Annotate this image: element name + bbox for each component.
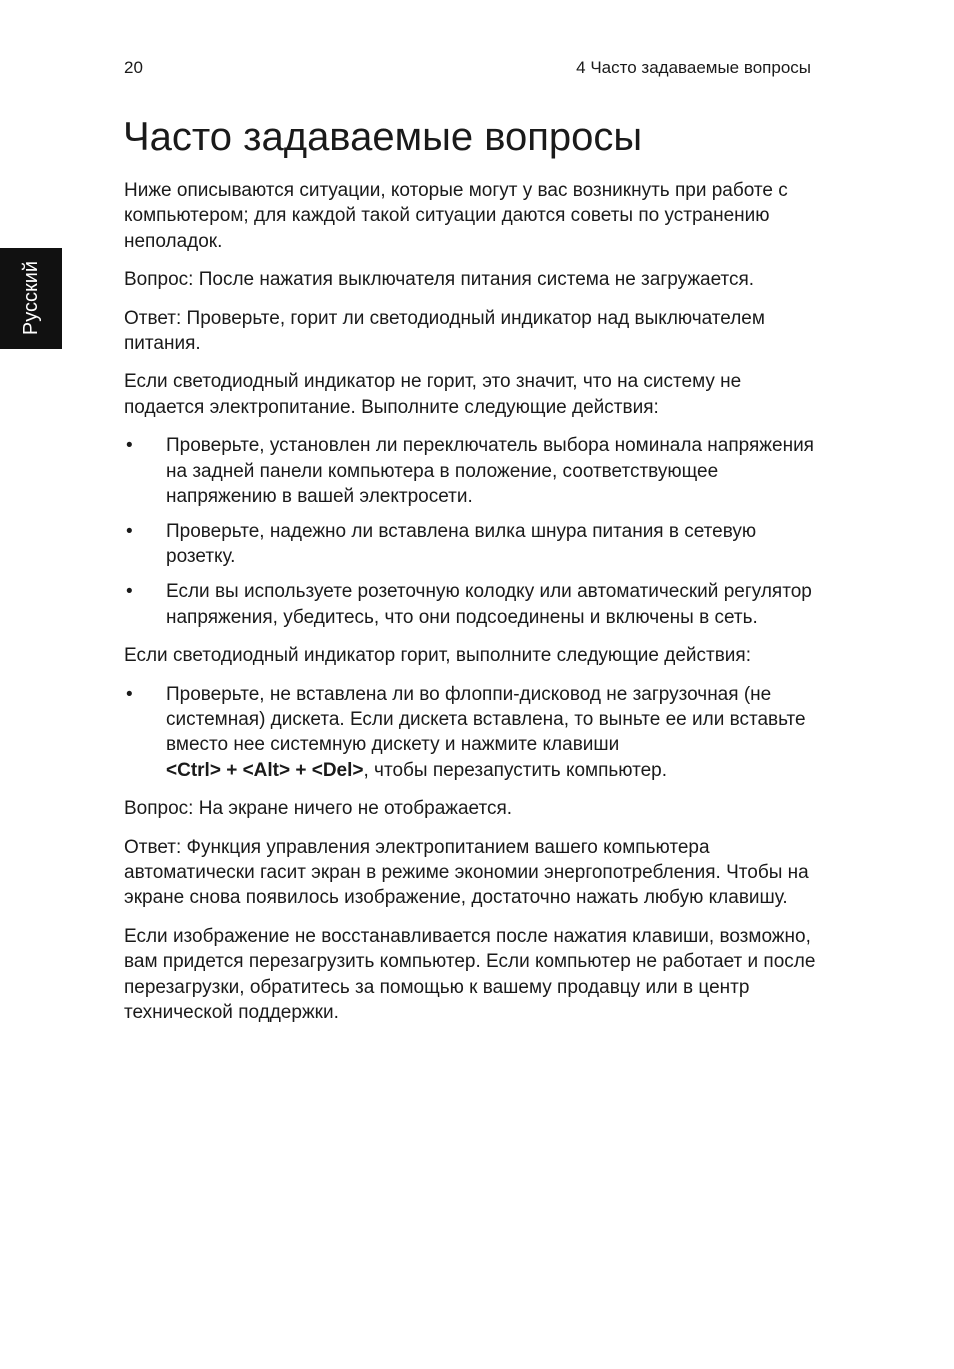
- list-item: [124, 682, 824, 784]
- running-header: 4 Часто задаваемые вопросы: [576, 58, 811, 77]
- page-title: Часто задаваемые вопросы: [123, 115, 643, 159]
- list-item-text: Проверьте, установлен ли переключатель выбора номинала напряжения на задней панели компьютера в положение, соответствующее напряжению в вашей электросети.: [166, 435, 814, 508]
- intro-paragraph: Ниже описываются ситуации, которые могут у вас возникнуть при работе с компьютером; для каждой такой ситуации даются советы по устранению неполадок.: [124, 180, 788, 252]
- faq-content: [124, 178, 824, 1038]
- list-item: [124, 519, 824, 570]
- bullet-icon: •: [126, 581, 133, 603]
- list-item: [124, 579, 824, 630]
- led-on-steps-list: [124, 682, 824, 784]
- language-tab-label: Русский: [20, 260, 42, 336]
- bullet-icon: •: [126, 520, 133, 542]
- list-item: [124, 433, 824, 509]
- led-off-steps-list: [124, 433, 824, 630]
- list-item-text: Проверьте, не вставлена ли во флоппи-дисковод не загрузочная (не системная) дискета. Если дискета вставлена, то выньте ее или вставьте вместо нее системную дискету и нажмите клавиши: [166, 683, 806, 756]
- list-item-suffix: , чтобы перезапустить компьютер.: [363, 759, 668, 781]
- followup-paragraph: Если изображение не восстанавливается после нажатия клавиши, возможно, вам придется перезагрузить компьютер. Если компьютер не работает и после перезагрузки, обратитесь за помощью к вашему продавцу или в центр технической поддержки.: [124, 925, 816, 1023]
- page-number: 20: [124, 58, 143, 77]
- list-item-text: Если вы используете розеточную колодку или автоматический регулятор напряжения, убедитесь, что они подсоединены и включены в сеть.: [166, 581, 812, 628]
- answer-blank-screen: Ответ: Функция управления электропитанием вашего компьютера автоматически гасит экран в режиме экономии энергопотребления. Чтобы на экране снова появилось изображение, достаточно нажать любую клавишу.: [124, 836, 809, 909]
- led-on-intro: Если светодиодный индикатор горит, выполните следующие действия:: [124, 645, 751, 667]
- question-blank-screen: Вопрос: На экране ничего не отображается.: [124, 798, 513, 820]
- bullet-icon: •: [126, 683, 133, 705]
- list-item-text: Проверьте, надежно ли вставлена вилка шнура питания в сетевую розетку.: [166, 520, 757, 568]
- language-tab: [0, 248, 62, 349]
- bullet-icon: •: [126, 435, 133, 457]
- key-combination: <Ctrl> + <Alt> + <Del>: [166, 759, 364, 781]
- answer-no-boot: Ответ: Проверьте, горит ли светодиодный индикатор над выключателем питания.: [124, 307, 765, 355]
- led-off-intro: Если светодиодный индикатор не горит, это значит, что на систему не подается электропитание. Выполните следующие действия:: [124, 371, 742, 418]
- question-no-boot: Вопрос: После нажатия выключателя питания система не загружается.: [124, 269, 755, 291]
